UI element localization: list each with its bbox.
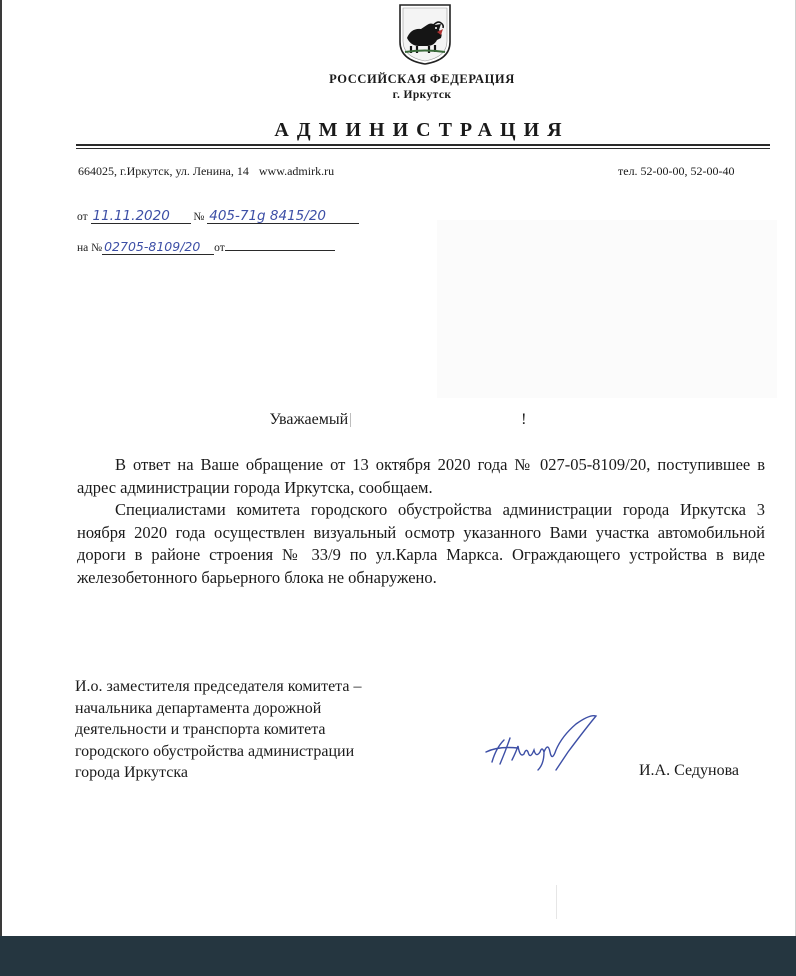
header-rule-thin: [76, 148, 770, 149]
incoming-date-prefix: от: [214, 242, 225, 254]
header-city: г. Иркутск: [392, 89, 452, 101]
greeting-text: Уважаемый: [269, 411, 349, 428]
redaction-marker: [350, 413, 351, 427]
viewer-bottom-bar: [0, 936, 796, 976]
website-link[interactable]: www.admirk.ru: [258, 164, 335, 178]
incoming-registration: [77, 240, 335, 255]
greeting-exclamation: !: [521, 411, 527, 428]
incoming-number: 02705-8109/20: [102, 240, 214, 255]
signatory-name: И.А. Седунова: [639, 762, 740, 779]
header-rule-thick: [76, 144, 770, 146]
reply-prefix: на №: [77, 242, 103, 254]
signatory-title-line: города Иркутска: [75, 764, 188, 781]
signatory-title-line: городского обустройства администрации: [75, 742, 355, 760]
incoming-date-blank: [225, 240, 335, 251]
number-sign: №: [193, 211, 205, 223]
faint-scan-mark: [556, 885, 557, 919]
signatory-title-line: И.о. заместителя председателя комитета –: [75, 678, 362, 695]
address-text: 664025, г.Иркутск, ул. Ленина, 14: [78, 164, 249, 178]
signatory-title-line: начальника департамента дорожной: [75, 699, 322, 717]
header-organization: АДМИНИСТРАЦИЯ: [274, 119, 570, 141]
greeting-line: [0, 411, 796, 429]
page-left-edge: [0, 0, 2, 936]
contact-address: [78, 164, 334, 179]
header-country: РОССИЙСКАЯ ФЕДЕРАЦИЯ: [329, 72, 515, 86]
recipient-redacted-area: [437, 220, 777, 398]
signature-icon: [478, 712, 610, 772]
outgoing-registration: [77, 209, 359, 224]
outgoing-number: 405-71g 8415/20: [207, 209, 359, 224]
contact-phones: тел. 52-00-00, 52-00-40: [618, 164, 735, 178]
signatory-title: [75, 676, 435, 784]
outgoing-date: 11.11.2020: [91, 209, 191, 224]
letter-body: [77, 454, 765, 589]
body-paragraph-2: Специалистами комитета городского обустройства администрации города Иркутска 3 ноября 2020 года осуществлен визуальный осмотр указанного Вами участка автомобильной дороги в районе строения № 33/9 по ул.Карла Маркса. Ограждающего устройства в виде железобетонного барьерного блока не обнаружено.: [77, 500, 765, 587]
date-prefix: от: [77, 211, 88, 223]
body-paragraph-1: В ответ на Ваше обращение от 13 октября 2020 года № 027-05-8109/20, поступившее в адрес администрации города Иркутска, сообщаем.: [77, 455, 765, 497]
coat-of-arms-icon: [397, 2, 453, 66]
signatory-title-line: деятельности и транспорта комитета: [75, 721, 326, 738]
